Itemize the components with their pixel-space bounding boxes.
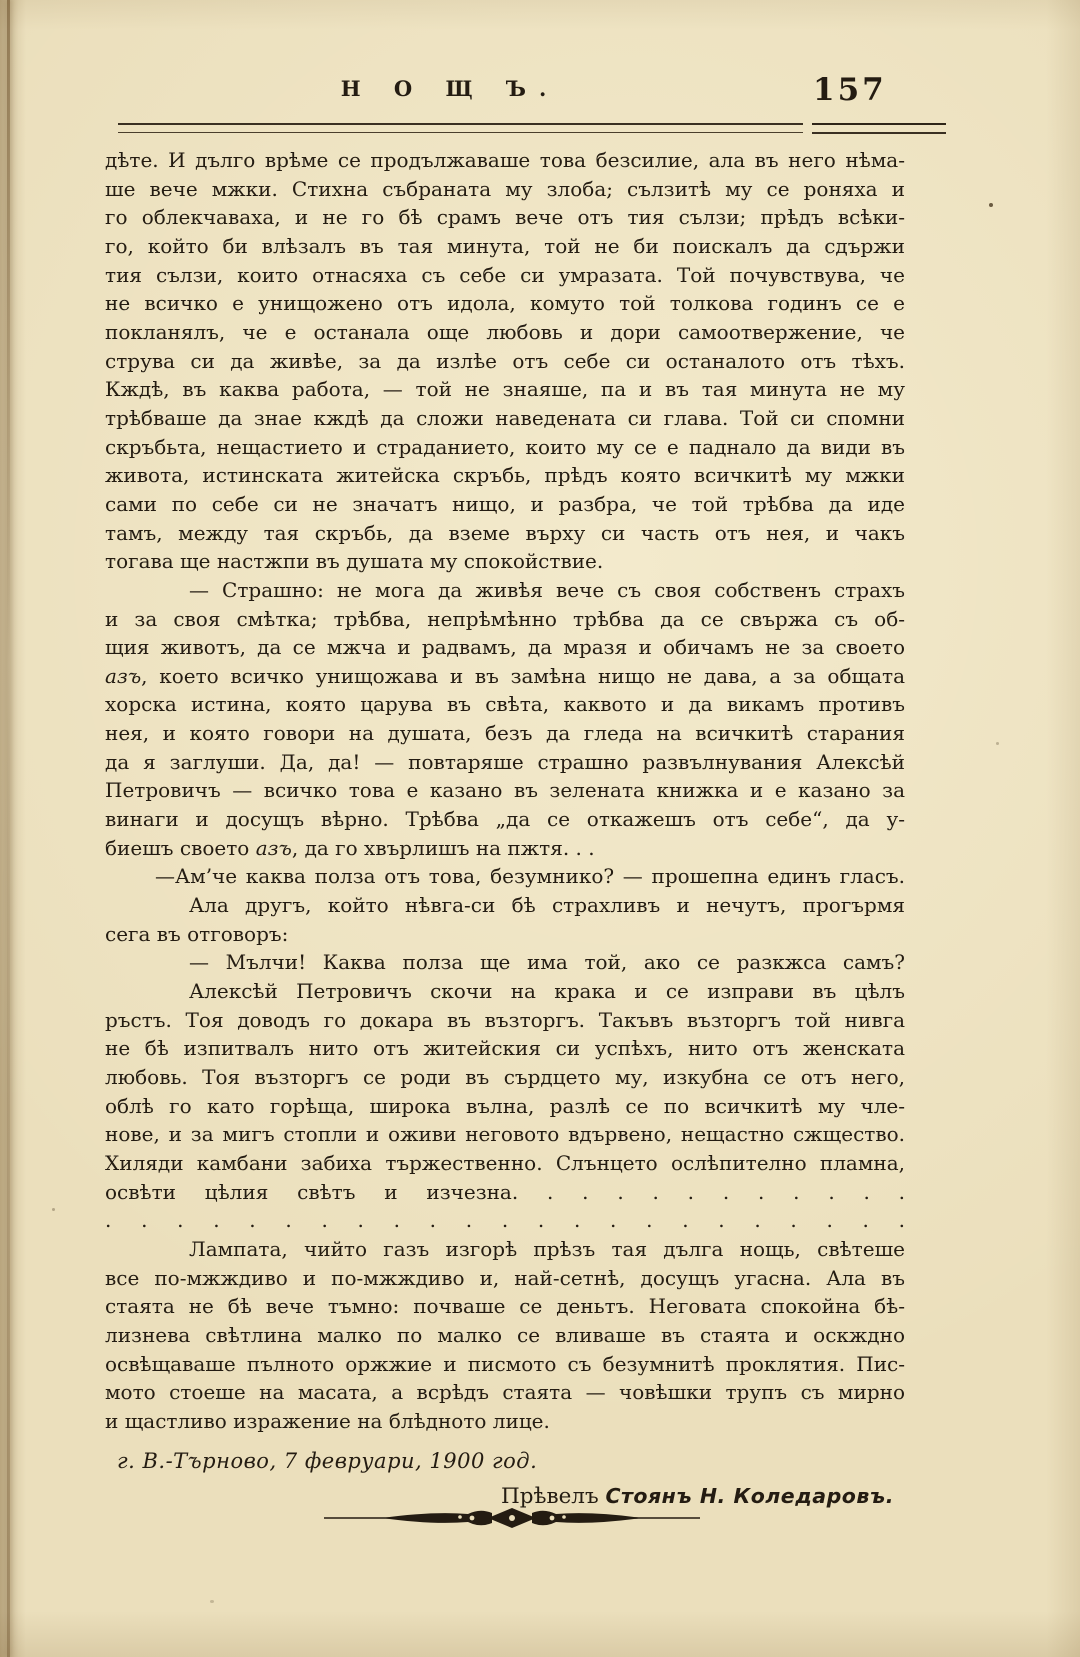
text-line (105, 203, 905, 232)
paper-speck (52, 1208, 55, 1211)
text-line (105, 920, 905, 949)
text-line (105, 433, 905, 462)
text-run: ше вече мжки. Стихна събраната му злоба; сълзитѣ му се роняха и (105, 176, 905, 201)
text-line (105, 1407, 905, 1436)
text-line (105, 1235, 905, 1264)
text-run: тогава ще настжпи въ душата му спокойствие. (105, 549, 604, 574)
text-run: Петровичъ — всичко това е казано въ зелената книжка и е казано за (105, 778, 905, 803)
italic-word: азъ (255, 835, 292, 860)
text-line (105, 318, 905, 347)
text-line (105, 232, 905, 261)
text-line (105, 1292, 905, 1321)
text-run: , което всичко унищожава и въ замѣна нищо не дава, а за общата (141, 663, 905, 688)
text-line (105, 748, 905, 777)
text-line (105, 404, 905, 433)
text-line (105, 375, 905, 404)
header-rule-right (812, 123, 946, 134)
italic-word: азъ (105, 663, 142, 688)
paper-speck (996, 742, 999, 745)
text-line (105, 1149, 905, 1178)
text-run: биешъ своето (105, 835, 256, 860)
text-line (105, 1120, 905, 1149)
text-line (105, 662, 905, 691)
text-run: нове, и за мигъ стопли и оживи неговото вдървено, нещастно сжщество. (105, 1122, 905, 1147)
text-run: не бѣ изпитвалъ нито отъ житейския си успѣхъ, нито отъ женската (105, 1036, 905, 1061)
text-line (105, 1206, 905, 1235)
text-run: го, който би влѣзалъ въ тая минута, той не би поискалъ да сдържи (105, 233, 905, 258)
text-run: не всичко е унищожено отъ идола, комуто той толкова годинъ се е (105, 291, 905, 316)
text-line (105, 261, 905, 290)
text-line (105, 776, 905, 805)
translator-prefix: Прѣвелъ (501, 1484, 606, 1510)
text-line (105, 1034, 905, 1063)
text-run: мото стоеше на масата, а всрѣдъ стаята — човѣшки трупъ съ мирно (105, 1380, 905, 1405)
page-number: 157 (813, 72, 887, 108)
text-line (105, 547, 905, 576)
translator-name: Стоянъ Н. Коледаровъ. (605, 1484, 895, 1509)
text-run: хорска истина, която царува въ свѣта, каквото и да викамъ противъ (105, 692, 905, 717)
text-run: освѣти цѣлия свѣтъ и изчезна. . . . . . . . . . . . (105, 1179, 905, 1204)
text-run: и за своя смѣтка; трѣбва, непрѣмѣнно трѣбва да се свържа съ об- (105, 606, 905, 631)
text-run: все по-мжждиво и по-мжждиво и, най-сетнѣ, досущъ угасна. Ала въ (105, 1265, 905, 1290)
text-run: облѣ го като горѣща, широка вълна, разлѣ се по всичкитѣ му чле- (105, 1093, 905, 1118)
text-line (105, 347, 905, 376)
text-run: трѣбваше да знае кждѣ да сложи наведената си глава. Той си спомни (105, 405, 905, 430)
text-line (105, 690, 905, 719)
text-line (105, 519, 905, 548)
text-line (105, 1350, 905, 1379)
text-line (105, 1264, 905, 1293)
text-run: Хиляди камбани забиха тържественно. Слънцето ослѣпително пламна, (105, 1150, 905, 1175)
page-gutter-shadow (7, 0, 10, 1657)
text-line (105, 175, 905, 204)
text-line (105, 719, 905, 748)
text-run: , да го хвърлишъ на пжтя. . . (291, 835, 595, 860)
text-run: сега въ отговоръ: (105, 921, 289, 946)
text-run: да я заглуши. Да, да! — повтаряше страшно развълнувания Алексѣй (105, 749, 905, 774)
text-line (105, 576, 905, 605)
text-run: освѣщаваше пълното оржжие и писмото съ безумнитѣ проклятия. Пис- (105, 1351, 905, 1376)
text-line (105, 862, 905, 891)
text-run: скръбьта, нещастието и страданието, които му се е паднало да види въ (105, 434, 905, 459)
fleuron-ornament-svg (322, 1505, 702, 1531)
text-line (105, 948, 905, 977)
text-line (105, 605, 905, 634)
text-run: — Мълчи! Каква полза ще има той, ако се разкжса самъ? (189, 950, 905, 975)
text-run: покланялъ, че е останала още любовь и дори самоотвержение, че (105, 319, 905, 344)
text-line (105, 1378, 905, 1407)
text-run: Алексѣй Петровичъ скочи на крака и се изправи въ цѣлъ (189, 979, 905, 1004)
fleuron-ornament (322, 1505, 702, 1535)
text-run: и щастливо изражение на блѣдното лице. (105, 1408, 550, 1433)
dateline: г. В.-Търново, 7 февруари, 1900 год. (117, 1448, 538, 1473)
text-line (105, 834, 905, 863)
text-run: стаята не бѣ вече тъмно: почваше се деньтъ. Неговата спокойна бѣ- (105, 1294, 905, 1319)
text-run: го облекчаваха, и не го бѣ срамъ вече отъ тия сълзи; прѣдъ всѣки- (105, 205, 905, 230)
paper-speck (210, 1600, 214, 1603)
text-line (105, 461, 905, 490)
text-line (105, 1092, 905, 1121)
text-run: . . . . . . . . . . . . . . . . . . . . . . . (105, 1208, 905, 1233)
text-line (105, 633, 905, 662)
text-run: винаги и досущъ вѣрно. Трѣбва „да се откажешъ отъ себе“, да у- (105, 807, 905, 832)
body-text (105, 146, 905, 1512)
text-run: щия животъ, да се мжча и радвамъ, да мразя и обичамъ не за своето (105, 635, 905, 660)
text-line (105, 805, 905, 834)
text-run: Ала другъ, който нѣвга-си бѣ страхливъ и нечутъ, прогърмя (189, 893, 905, 918)
text-run: Лампата, чийто газъ изгорѣ прѣзъ тая дълга нощь, свѣтеше (189, 1236, 905, 1261)
text-run: нея, и която говори на душата, безъ да гледа на всичкитѣ старания (105, 721, 905, 746)
text-line (105, 490, 905, 519)
header-rule-left (118, 123, 803, 133)
text-run: Кждѣ, въ каква работа, — той не знаяше, па и въ тая минута не му (105, 377, 905, 402)
running-header-title: Н О Щ Ъ. (340, 76, 560, 101)
text-run: ръстъ. Тоя доводъ го докара въ възторгъ. Такъвъ възторгъ той нивга (105, 1007, 905, 1032)
text-line (105, 1321, 905, 1350)
text-run: —Ам’че каква полза отъ това, безумнико? — прошепна единъ гласъ. (155, 864, 905, 889)
text-run: живота, истинската житейска скръбь, прѣдъ която всичкитѣ му мжки (105, 463, 905, 488)
text-run: тия сълзи, които отнасяха съ себе си умразата. Той почувствува, че (105, 262, 905, 287)
text-line (105, 891, 905, 920)
text-run: любовь. Тоя възторгъ се роди въ сърдцето му, изкубна се отъ него, (105, 1065, 905, 1089)
text-run: струва си да живѣе, за да излѣе отъ себе си останалото отъ тѣхъ. (105, 348, 905, 373)
text-line (105, 977, 905, 1006)
text-line (105, 289, 905, 318)
text-line (105, 1178, 905, 1207)
text-line (105, 146, 905, 175)
text-run: — Страшно: не мога да живѣя вече съ своя собственъ страхъ (189, 577, 905, 602)
text-line (105, 1063, 905, 1092)
text-line (105, 1006, 905, 1035)
text-run: тамъ, между тая скръбь, да вземе върху си часть отъ нея, и чакъ (105, 520, 905, 545)
text-run: лизнева свѣтлина малко по малко се вливаше въ стаята и оскждно (105, 1322, 905, 1347)
text-run: дѣте. И дълго врѣме се продължаваше това безсилие, ала въ него нѣма- (105, 148, 905, 172)
text-run: сами по себе си не значатъ нищо, и разбра, че той трѣбва да иде (105, 491, 905, 516)
paper-speck (989, 203, 993, 207)
